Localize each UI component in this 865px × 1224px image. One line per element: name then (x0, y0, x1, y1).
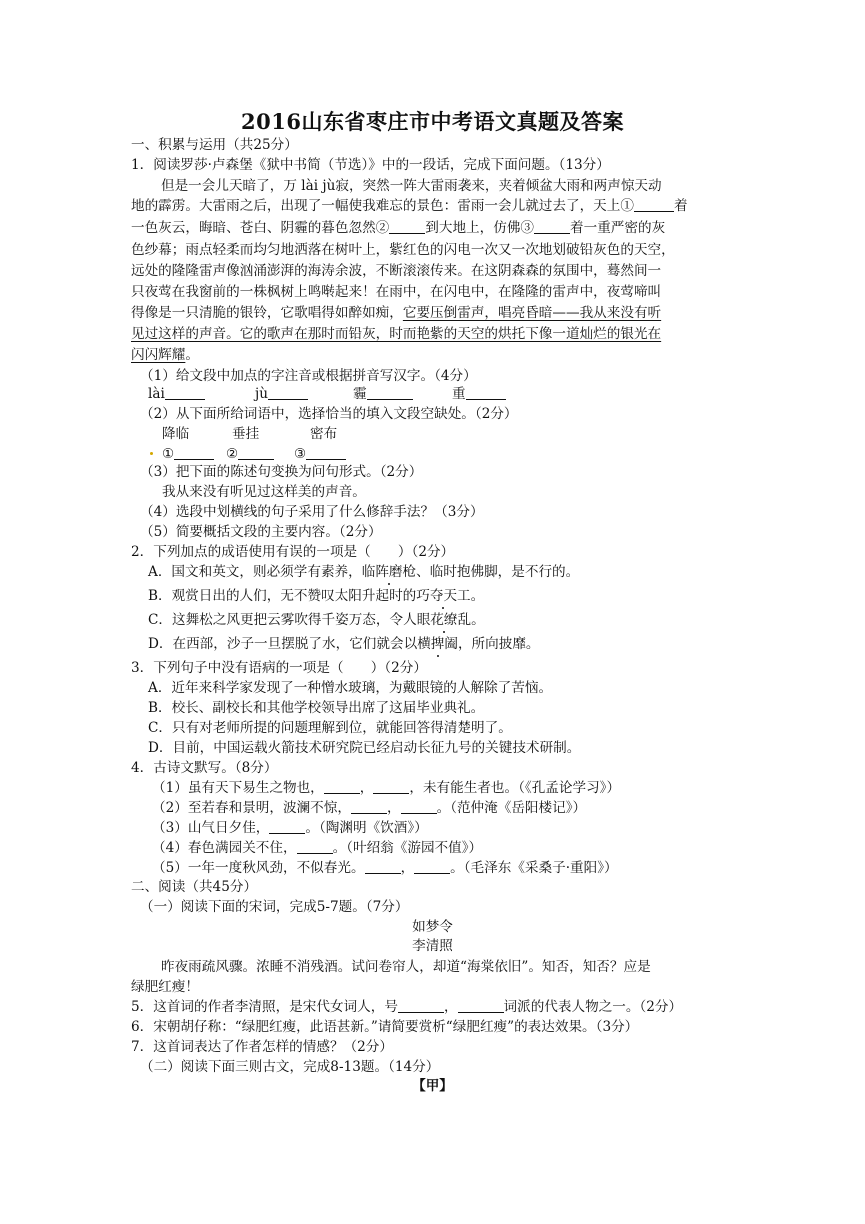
passage-line: 一色灰云，晦暗、苍白、阴霾的暮色忽然② 到大地上，仿佛③ 着一重严密的灰 (131, 220, 666, 236)
question-6: 6．宋朝胡仔称：“绿肥红瘦，此语甚新。”请简要赏析“绿肥红瘦”的表达效果。（3分） (131, 1019, 639, 1035)
passage-label-jia: 【甲】 (412, 1078, 453, 1094)
pinyin-blank-4: 重 (452, 384, 506, 404)
word-option: 垂挂 (232, 426, 260, 442)
recitation-3: （3）山气日夕佳， 。（陶渊明《饮酒》） (152, 820, 428, 836)
poem-text: 绿肥红瘦！ (131, 979, 199, 995)
yellow-mark (150, 452, 153, 455)
subquestion-5: （5）简要概括文段的主要内容。（2分） (140, 524, 382, 540)
underlined-sentence: 它要压倒雷声，唱亮昏暗——我从来没有听 (402, 305, 662, 321)
word-option: 密布 (310, 426, 338, 442)
question-4-stem: 4．古诗文默写。（8分） (131, 760, 278, 776)
passage-line: 只夜莺在我窗前的一株枫树上鸣啭起来！在雨中，在闪电中，在隆隆的雷声中，夜莺啼叫 (131, 284, 662, 300)
section-1-heading: 一、积累与运用（共25分） (131, 137, 298, 153)
passage-line: 但是一会儿天暗了，万 lài jù寂，突然一阵大雷雨袭来，夹着倾盆大雨和两声惊天动 (161, 178, 662, 194)
option-d: D．在西部，沙子一旦摆脱了水，它们就会以横捭阖，所向披靡。 (148, 636, 540, 652)
subquestion-2: （2）从下面所给词语中，选择恰当的填入文段空缺处。（2分） (140, 406, 518, 422)
option-b: B．校长、副校长和其他学校领导出席了这届毕业典礼。 (148, 700, 485, 716)
recitation-4: （4）春色满园关不住， 。（叶绍翁《游园不值》） (152, 840, 483, 856)
option-b: B．观赏日出的人们，无不赞叹太阳升起时的巧夺天工。 (148, 588, 485, 604)
poem-author: 李清照 (412, 938, 453, 954)
page-title: 2016山东省枣庄市中考语文真题及答案 (241, 109, 624, 134)
question-5: 5．这首词的作者李清照，是宋代女词人，号 ， 词派的代表人物之一。（2分） (131, 999, 683, 1015)
option-d: D．目前，中国运载火箭技术研究院已经启动长征九号的关键技术研制。 (148, 740, 581, 756)
section-2-heading: 二、阅读（共45分） (131, 879, 258, 895)
reading-2-heading: （二）阅读下面三则古文，完成8-13题。（14分） (140, 1059, 440, 1075)
fill-blank-2: ② (226, 444, 274, 464)
poem-title: 如梦令 (412, 919, 453, 935)
passage-line: 远处的隆隆雷声像汹涌澎湃的海涛余波，不断滚滚传来。在这阴森森的氛围中，蓦然间一 (131, 263, 662, 279)
fill-blank-1: ① (162, 444, 214, 464)
fill-blank-3: ③ (294, 444, 346, 464)
reading-1-heading: （一）阅读下面的宋词，完成5-7题。（7分） (140, 899, 409, 915)
pinyin-blank-3: 霾 (353, 384, 413, 404)
subquestion-4: （4）选段中划横线的句子采用了什么修辞手法？（3分） (140, 504, 484, 520)
dotted-idiom: 横捭阖 (417, 636, 458, 652)
recitation-5: （5）一年一度秋风劲，不似春光。 ， 。（毛泽东《采桑子·重阳》） (152, 860, 618, 876)
passage-line: 色纱幕；雨点轻柔而均匀地洒落在树叶上，紫红色的闪电一次又一次地划破铅灰色的天空， (131, 242, 675, 258)
passage-line: 地的霹雳。大雷雨之后，出现了一幅使我难忘的景色：雷雨一会儿就过去了，天上① 着 (131, 198, 688, 214)
recitation-1: （1）虽有天下易生之物也， ， ，未有能生者也。（《孔孟论学习》） (152, 780, 621, 796)
question-7: 7．这首词表达了作者怎样的情感？（2分） (131, 1039, 393, 1055)
passage-line: 闪闪辉耀。 (131, 347, 199, 363)
option-a: A．近年来科学家发现了一种憎水玻璃，为戴眼镜的人解除了苦恼。 (148, 680, 553, 696)
option-c: C．只有对老师所提的问题理解到位，就能回答得清楚明了。 (148, 720, 512, 736)
passage-line-underlined: 见过这样的声音。它的歌声在那时而铅灰，时而艳紫的天空的烘托下像一道灿烂的银光在 (131, 326, 662, 342)
question-2-stem: 2．下列加点的成语使用有误的一项是（ ）（2分） (131, 544, 455, 560)
statement-sentence: 我从来没有听见过这样美的声音。 (162, 484, 366, 500)
pinyin-blank-1: lài (148, 384, 205, 404)
option-a: A．国文和英文，则必须学有素养，临阵磨枪、临时抱佛脚，是不行的。 (148, 564, 580, 580)
pinyin-blank-2: jù (255, 384, 308, 404)
subquestion-3: （3）把下面的陈述句变换为问句形式。（2分） (140, 464, 423, 480)
question-1-stem: 1．阅读罗莎·卢森堡《狱中书简（节选）》中的一段话，完成下面问题。（13分） (131, 157, 610, 173)
dotted-idiom: 眼花缭乱 (416, 612, 472, 628)
poem-text: 昨夜雨疏风骤。浓睡不消残酒。试问卷帘人，却道“海棠依旧”。知否，知否？应是 (161, 959, 651, 975)
word-option: 降临 (162, 426, 190, 442)
question-3-stem: 3．下列句子中没有语病的一项是（ ）（2分） (131, 660, 427, 676)
passage-line: 得像是一只清脆的银铃，它歌唱得如醉如痴，它要压倒雷声，唱亮昏暗——我从来没有听 (131, 305, 662, 321)
dotted-idiom: 巧夺天工 (416, 588, 471, 604)
subquestion-1: （1）给文段中加点的字注音或根据拼音写汉字。（4分） (140, 368, 477, 384)
option-c: C．这舞松之风更把云雾吹得千姿万态，令人眼花缭乱。 (148, 612, 485, 628)
recitation-2: （2）至若春和景明，波澜不惊， ， 。（范仲淹《岳阳楼记》） (152, 800, 587, 816)
dotted-idiom: 临阵磨枪 (361, 564, 417, 580)
